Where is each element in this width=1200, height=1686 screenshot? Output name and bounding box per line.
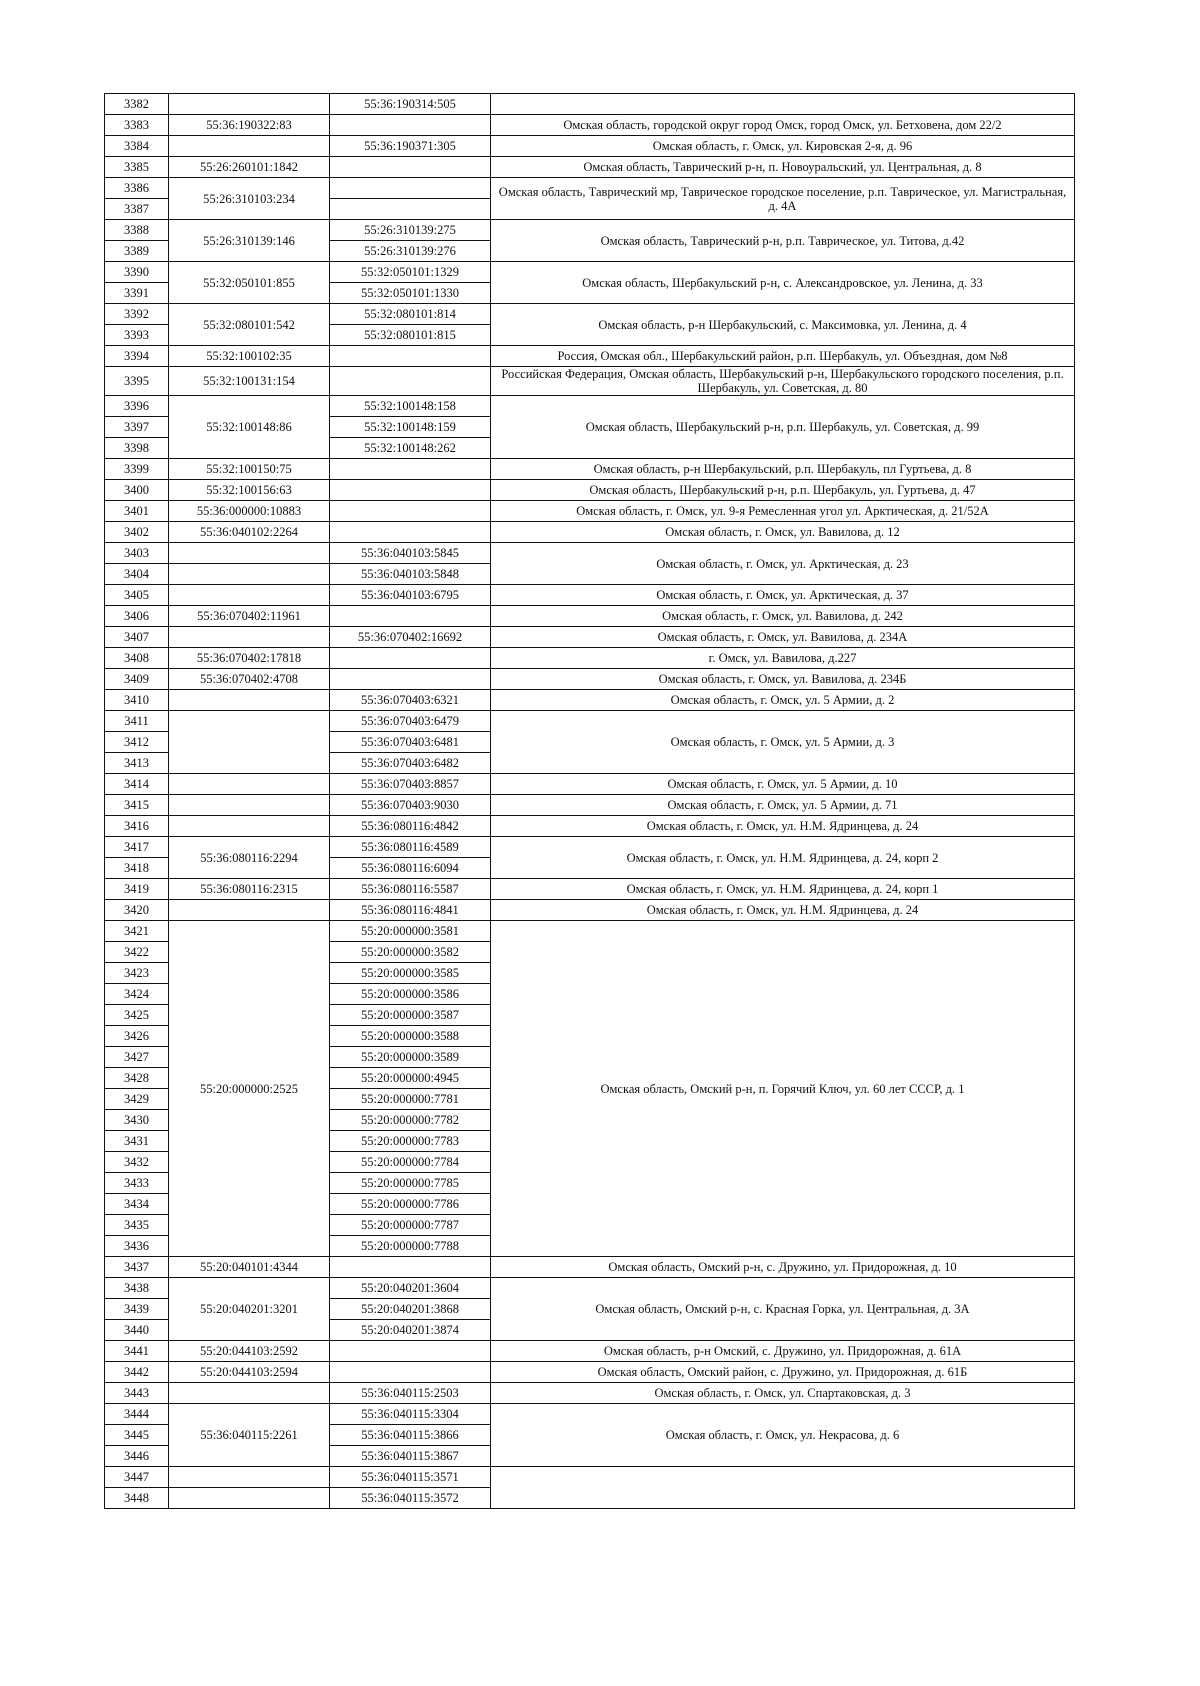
object-number-cell: 55:20:040201:3874 <box>330 1320 491 1341</box>
address-cell: Омская область, Омский р-н, с. Дружино, ул. Придорожная, д. 10 <box>491 1257 1075 1278</box>
address-cell: Омская область, Омский р-н, с. Красная Горка, ул. Центральная, д. 3А <box>491 1278 1075 1341</box>
row-number-cell: 3416 <box>105 816 169 837</box>
parcel-number-cell <box>169 1383 330 1404</box>
parcel-number-cell <box>169 774 330 795</box>
object-number-cell: 55:32:050101:1329 <box>330 262 491 283</box>
row-number-cell: 3390 <box>105 262 169 283</box>
object-number-cell: 55:20:000000:7783 <box>330 1131 491 1152</box>
address-cell: Омская область, г. Омск, ул. Вавилова, д. 234Б <box>491 669 1075 690</box>
address-cell: Омская область, Омский р-н, п. Горячий Ключ, ул. 60 лет СССР, д. 1 <box>491 921 1075 1257</box>
address-cell: Омская область, Шербакульский р-н, с. Александровское, ул. Ленина, д. 33 <box>491 262 1075 304</box>
object-number-cell <box>330 606 491 627</box>
row-number-cell: 3415 <box>105 795 169 816</box>
row-number-cell: 3425 <box>105 1005 169 1026</box>
object-number-cell: 55:20:000000:7785 <box>330 1173 491 1194</box>
object-number-cell: 55:20:000000:7786 <box>330 1194 491 1215</box>
address-cell: Омская область, г. Омск, ул. Н.М. Ядринцева, д. 24 <box>491 900 1075 921</box>
object-number-cell: 55:36:040103:5845 <box>330 543 491 564</box>
object-number-cell: 55:20:000000:7782 <box>330 1110 491 1131</box>
table-row <box>105 1362 1075 1383</box>
row-number-cell: 3411 <box>105 711 169 732</box>
row-number-cell: 3389 <box>105 241 169 262</box>
table-row <box>105 522 1075 543</box>
object-number-cell: 55:20:000000:7781 <box>330 1089 491 1110</box>
parcel-number-cell: 55:20:044103:2592 <box>169 1341 330 1362</box>
table-row <box>105 648 1075 669</box>
row-number-cell: 3384 <box>105 136 169 157</box>
row-number-cell: 3387 <box>105 199 169 220</box>
row-number-cell: 3436 <box>105 1236 169 1257</box>
parcel-number-cell <box>169 816 330 837</box>
row-number-cell: 3428 <box>105 1068 169 1089</box>
table-row <box>105 774 1075 795</box>
parcel-number-cell: 55:32:100156:63 <box>169 480 330 501</box>
parcel-number-cell <box>169 585 330 606</box>
address-cell: Омская область, г. Омск, ул. Спартаковская, д. 3 <box>491 1383 1075 1404</box>
object-number-cell: 55:36:080116:4841 <box>330 900 491 921</box>
address-cell: Омская область, г. Омск, ул. Н.М. Ядринцева, д. 24, корп 1 <box>491 879 1075 900</box>
table-row <box>105 94 1075 115</box>
row-number-cell: 3410 <box>105 690 169 711</box>
address-cell: Омская область, г. Омск, ул. Арктическая, д. 37 <box>491 585 1075 606</box>
table-row <box>105 1278 1075 1299</box>
object-number-cell: 55:20:000000:3589 <box>330 1047 491 1068</box>
address-cell: Омская область, городской округ город Омск, город Омск, ул. Бетховена, дом 22/2 <box>491 115 1075 136</box>
table-body <box>105 94 1075 1509</box>
object-number-cell: 55:36:190371:305 <box>330 136 491 157</box>
parcel-number-cell <box>169 627 330 648</box>
object-number-cell: 55:20:000000:3585 <box>330 963 491 984</box>
table-row <box>105 900 1075 921</box>
row-number-cell: 3412 <box>105 732 169 753</box>
object-number-cell: 55:26:310139:276 <box>330 241 491 262</box>
address-cell: Омская область, г. Омск, ул. Вавилова, д. 12 <box>491 522 1075 543</box>
object-number-cell: 55:20:000000:4945 <box>330 1068 491 1089</box>
parcel-number-cell <box>169 690 330 711</box>
object-number-cell: 55:36:040115:3866 <box>330 1425 491 1446</box>
row-number-cell: 3446 <box>105 1446 169 1467</box>
cadastral-table <box>104 93 1075 1509</box>
table-row <box>105 795 1075 816</box>
table-row <box>105 346 1075 367</box>
parcel-number-cell: 55:20:000000:2525 <box>169 921 330 1257</box>
object-number-cell: 55:32:100148:159 <box>330 417 491 438</box>
row-number-cell: 3433 <box>105 1173 169 1194</box>
table-row <box>105 837 1075 858</box>
address-cell: Омская область, г. Омск, ул. 5 Армии, д. 71 <box>491 795 1075 816</box>
address-cell: Россия, Омская обл., Шербакульский район, р.п. Шербакуль, ул. Объездная, дом №8 <box>491 346 1075 367</box>
object-number-cell: 55:36:070403:6482 <box>330 753 491 774</box>
object-number-cell <box>330 1341 491 1362</box>
object-number-cell <box>330 178 491 199</box>
parcel-number-cell: 55:32:100102:35 <box>169 346 330 367</box>
table-row <box>105 1383 1075 1404</box>
address-cell: г. Омск, ул. Вавилова, д.227 <box>491 648 1075 669</box>
row-number-cell: 3427 <box>105 1047 169 1068</box>
row-number-cell: 3418 <box>105 858 169 879</box>
object-number-cell: 55:36:190314:505 <box>330 94 491 115</box>
row-number-cell: 3385 <box>105 157 169 178</box>
object-number-cell: 55:36:040115:3572 <box>330 1488 491 1509</box>
parcel-number-cell: 55:26:260101:1842 <box>169 157 330 178</box>
object-number-cell: 55:20:000000:7787 <box>330 1215 491 1236</box>
object-number-cell: 55:20:000000:3581 <box>330 921 491 942</box>
object-number-cell <box>330 501 491 522</box>
object-number-cell: 55:36:070403:8857 <box>330 774 491 795</box>
table-row <box>105 711 1075 732</box>
object-number-cell: 55:36:040115:2503 <box>330 1383 491 1404</box>
row-number-cell: 3393 <box>105 325 169 346</box>
object-number-cell: 55:36:080116:4842 <box>330 816 491 837</box>
row-number-cell: 3417 <box>105 837 169 858</box>
address-cell: Омская область, р-н Шербакульский, р.п. Шербакуль, пл Гуртьева, д. 8 <box>491 459 1075 480</box>
row-number-cell: 3434 <box>105 1194 169 1215</box>
row-number-cell: 3406 <box>105 606 169 627</box>
row-number-cell: 3397 <box>105 417 169 438</box>
row-number-cell: 3441 <box>105 1341 169 1362</box>
object-number-cell <box>330 459 491 480</box>
table-row <box>105 304 1075 325</box>
parcel-number-cell: 55:32:050101:855 <box>169 262 330 304</box>
parcel-number-cell: 55:36:070402:11961 <box>169 606 330 627</box>
row-number-cell: 3423 <box>105 963 169 984</box>
parcel-number-cell <box>169 1467 330 1488</box>
row-number-cell: 3438 <box>105 1278 169 1299</box>
object-number-cell: 55:36:080116:4589 <box>330 837 491 858</box>
table-row <box>105 367 1075 396</box>
row-number-cell: 3440 <box>105 1320 169 1341</box>
object-number-cell: 55:20:000000:3588 <box>330 1026 491 1047</box>
row-number-cell: 3432 <box>105 1152 169 1173</box>
address-cell: Российская Федерация, Омская область, Шербакульский р-н, Шербакульского городского поселения, р.п. Шербакуль, ул. Советская, д. 80 <box>491 367 1075 396</box>
row-number-cell: 3408 <box>105 648 169 669</box>
table-row <box>105 262 1075 283</box>
row-number-cell: 3402 <box>105 522 169 543</box>
row-number-cell: 3395 <box>105 367 169 396</box>
address-cell: Омская область, р-н Шербакульский, с. Максимовка, ул. Ленина, д. 4 <box>491 304 1075 346</box>
parcel-number-cell: 55:36:040102:2264 <box>169 522 330 543</box>
object-number-cell <box>330 157 491 178</box>
row-number-cell: 3426 <box>105 1026 169 1047</box>
parcel-number-cell <box>169 1488 330 1509</box>
parcel-number-cell: 55:26:310139:146 <box>169 220 330 262</box>
parcel-number-cell: 55:36:070402:17818 <box>169 648 330 669</box>
object-number-cell <box>330 669 491 690</box>
row-number-cell: 3400 <box>105 480 169 501</box>
address-cell: Омская область, г. Омск, ул. Н.М. Ядринцева, д. 24 <box>491 816 1075 837</box>
object-number-cell: 55:20:000000:3587 <box>330 1005 491 1026</box>
table-row <box>105 1341 1075 1362</box>
address-cell: Омская область, г. Омск, ул. Арктическая, д. 23 <box>491 543 1075 585</box>
table-row <box>105 627 1075 648</box>
parcel-number-cell <box>169 900 330 921</box>
parcel-number-cell <box>169 94 330 115</box>
table-row <box>105 1404 1075 1425</box>
row-number-cell: 3382 <box>105 94 169 115</box>
table-row <box>105 585 1075 606</box>
object-number-cell: 55:36:070403:6481 <box>330 732 491 753</box>
row-number-cell: 3447 <box>105 1467 169 1488</box>
row-number-cell: 3422 <box>105 942 169 963</box>
address-cell: Омская область, Шербакульский р-н, р.п. Шербакуль, ул. Гуртьева, д. 47 <box>491 480 1075 501</box>
parcel-number-cell: 55:36:080116:2294 <box>169 837 330 879</box>
address-cell: Омская область, г. Омск, ул. Кировская 2-я, д. 96 <box>491 136 1075 157</box>
address-cell: Омская область, Таврический р-н, п. Новоуральский, ул. Центральная, д. 8 <box>491 157 1075 178</box>
table-row <box>105 543 1075 564</box>
object-number-cell: 55:36:070403:9030 <box>330 795 491 816</box>
row-number-cell: 3386 <box>105 178 169 199</box>
parcel-number-cell: 55:36:190322:83 <box>169 115 330 136</box>
parcel-number-cell: 55:26:310103:234 <box>169 178 330 220</box>
object-number-cell: 55:36:070403:6479 <box>330 711 491 732</box>
address-cell: Омская область, Омский район, с. Дружино, ул. Придорожная, д. 61Б <box>491 1362 1075 1383</box>
parcel-number-cell: 55:32:080101:542 <box>169 304 330 346</box>
row-number-cell: 3443 <box>105 1383 169 1404</box>
address-cell: Омская область, г. Омск, ул. Н.М. Ядринцева, д. 24, корп 2 <box>491 837 1075 879</box>
row-number-cell: 3403 <box>105 543 169 564</box>
object-number-cell: 55:32:100148:158 <box>330 396 491 417</box>
row-number-cell: 3405 <box>105 585 169 606</box>
parcel-number-cell: 55:20:044103:2594 <box>169 1362 330 1383</box>
row-number-cell: 3394 <box>105 346 169 367</box>
object-number-cell: 55:20:040201:3868 <box>330 1299 491 1320</box>
row-number-cell: 3439 <box>105 1299 169 1320</box>
object-number-cell <box>330 1362 491 1383</box>
row-number-cell: 3431 <box>105 1131 169 1152</box>
table-row <box>105 879 1075 900</box>
object-number-cell: 55:36:070403:6321 <box>330 690 491 711</box>
row-number-cell: 3420 <box>105 900 169 921</box>
row-number-cell: 3414 <box>105 774 169 795</box>
object-number-cell: 55:32:050101:1330 <box>330 283 491 304</box>
parcel-number-cell: 55:32:100148:86 <box>169 396 330 459</box>
table-row <box>105 921 1075 942</box>
object-number-cell: 55:20:000000:7784 <box>330 1152 491 1173</box>
row-number-cell: 3409 <box>105 669 169 690</box>
row-number-cell: 3401 <box>105 501 169 522</box>
object-number-cell <box>330 1257 491 1278</box>
object-number-cell: 55:36:080116:6094 <box>330 858 491 879</box>
address-cell: Омская область, Таврический мр, Таврическое городское поселение, р.п. Таврическое, ул. Магистральная, д. 4А <box>491 178 1075 220</box>
object-number-cell: 55:32:080101:815 <box>330 325 491 346</box>
address-cell: Омская область, Шербакульский р-н, р.п. Шербакуль, ул. Советская, д. 99 <box>491 396 1075 459</box>
address-cell <box>491 94 1075 115</box>
address-cell: Омская область, Таврический р-н, р.п. Таврическое, ул. Титова, д.42 <box>491 220 1075 262</box>
table-row <box>105 690 1075 711</box>
object-number-cell: 55:36:040103:6795 <box>330 585 491 606</box>
parcel-number-cell: 55:32:100150:75 <box>169 459 330 480</box>
object-number-cell: 55:20:040201:3604 <box>330 1278 491 1299</box>
row-number-cell: 3392 <box>105 304 169 325</box>
address-cell: Омская область, г. Омск, ул. 9-я Ремесленная угол ул. Арктическая, д. 21/52А <box>491 501 1075 522</box>
table-row <box>105 1257 1075 1278</box>
object-number-cell: 55:36:040115:3867 <box>330 1446 491 1467</box>
parcel-number-cell <box>169 711 330 774</box>
object-number-cell <box>330 522 491 543</box>
parcel-number-cell: 55:20:040101:4344 <box>169 1257 330 1278</box>
object-number-cell <box>330 367 491 396</box>
row-number-cell: 3421 <box>105 921 169 942</box>
table-row <box>105 501 1075 522</box>
parcel-number-cell: 55:36:080116:2315 <box>169 879 330 900</box>
row-number-cell: 3399 <box>105 459 169 480</box>
table-row <box>105 669 1075 690</box>
table-row <box>105 1467 1075 1488</box>
object-number-cell: 55:36:080116:5587 <box>330 879 491 900</box>
table-row <box>105 178 1075 199</box>
object-number-cell: 55:20:000000:3582 <box>330 942 491 963</box>
table-row <box>105 396 1075 417</box>
table-row <box>105 157 1075 178</box>
parcel-number-cell: 55:36:000000:10883 <box>169 501 330 522</box>
address-cell: Омская область, г. Омск, ул. Вавилова, д. 242 <box>491 606 1075 627</box>
table-row <box>105 136 1075 157</box>
object-number-cell: 55:20:000000:7788 <box>330 1236 491 1257</box>
table-row <box>105 459 1075 480</box>
row-number-cell: 3448 <box>105 1488 169 1509</box>
table-row <box>105 816 1075 837</box>
parcel-number-cell: 55:20:040201:3201 <box>169 1278 330 1341</box>
row-number-cell: 3444 <box>105 1404 169 1425</box>
parcel-number-cell <box>169 543 330 564</box>
address-cell <box>491 1467 1075 1509</box>
row-number-cell: 3396 <box>105 396 169 417</box>
row-number-cell: 3407 <box>105 627 169 648</box>
row-number-cell: 3391 <box>105 283 169 304</box>
address-cell: Омская область, г. Омск, ул. Вавилова, д. 234А <box>491 627 1075 648</box>
object-number-cell <box>330 199 491 220</box>
row-number-cell: 3413 <box>105 753 169 774</box>
object-number-cell: 55:32:100148:262 <box>330 438 491 459</box>
address-cell: Омская область, г. Омск, ул. 5 Армии, д. 3 <box>491 711 1075 774</box>
row-number-cell: 3404 <box>105 564 169 585</box>
address-cell: Омская область, р-н Омский, с. Дружино, ул. Придорожная, д. 61А <box>491 1341 1075 1362</box>
row-number-cell: 3398 <box>105 438 169 459</box>
table-row <box>105 606 1075 627</box>
table-row <box>105 115 1075 136</box>
table-row <box>105 480 1075 501</box>
object-number-cell <box>330 480 491 501</box>
parcel-number-cell: 55:36:070402:4708 <box>169 669 330 690</box>
parcel-number-cell: 55:36:040115:2261 <box>169 1404 330 1467</box>
address-cell: Омская область, г. Омск, ул. 5 Армии, д. 10 <box>491 774 1075 795</box>
row-number-cell: 3442 <box>105 1362 169 1383</box>
row-number-cell: 3424 <box>105 984 169 1005</box>
row-number-cell: 3388 <box>105 220 169 241</box>
row-number-cell: 3435 <box>105 1215 169 1236</box>
object-number-cell: 55:36:040103:5848 <box>330 564 491 585</box>
row-number-cell: 3430 <box>105 1110 169 1131</box>
object-number-cell <box>330 115 491 136</box>
object-number-cell: 55:36:040115:3304 <box>330 1404 491 1425</box>
object-number-cell: 55:32:080101:814 <box>330 304 491 325</box>
row-number-cell: 3419 <box>105 879 169 900</box>
object-number-cell: 55:20:000000:3586 <box>330 984 491 1005</box>
address-cell: Омская область, г. Омск, ул. 5 Армии, д. 2 <box>491 690 1075 711</box>
object-number-cell: 55:36:070402:16692 <box>330 627 491 648</box>
object-number-cell: 55:26:310139:275 <box>330 220 491 241</box>
row-number-cell: 3383 <box>105 115 169 136</box>
parcel-number-cell <box>169 136 330 157</box>
parcel-number-cell: 55:32:100131:154 <box>169 367 330 396</box>
row-number-cell: 3437 <box>105 1257 169 1278</box>
address-cell: Омская область, г. Омск, ул. Некрасова, д. 6 <box>491 1404 1075 1467</box>
parcel-number-cell <box>169 795 330 816</box>
object-number-cell <box>330 346 491 367</box>
object-number-cell: 55:36:040115:3571 <box>330 1467 491 1488</box>
row-number-cell: 3429 <box>105 1089 169 1110</box>
row-number-cell: 3445 <box>105 1425 169 1446</box>
object-number-cell <box>330 648 491 669</box>
parcel-number-cell <box>169 564 330 585</box>
table-row <box>105 220 1075 241</box>
